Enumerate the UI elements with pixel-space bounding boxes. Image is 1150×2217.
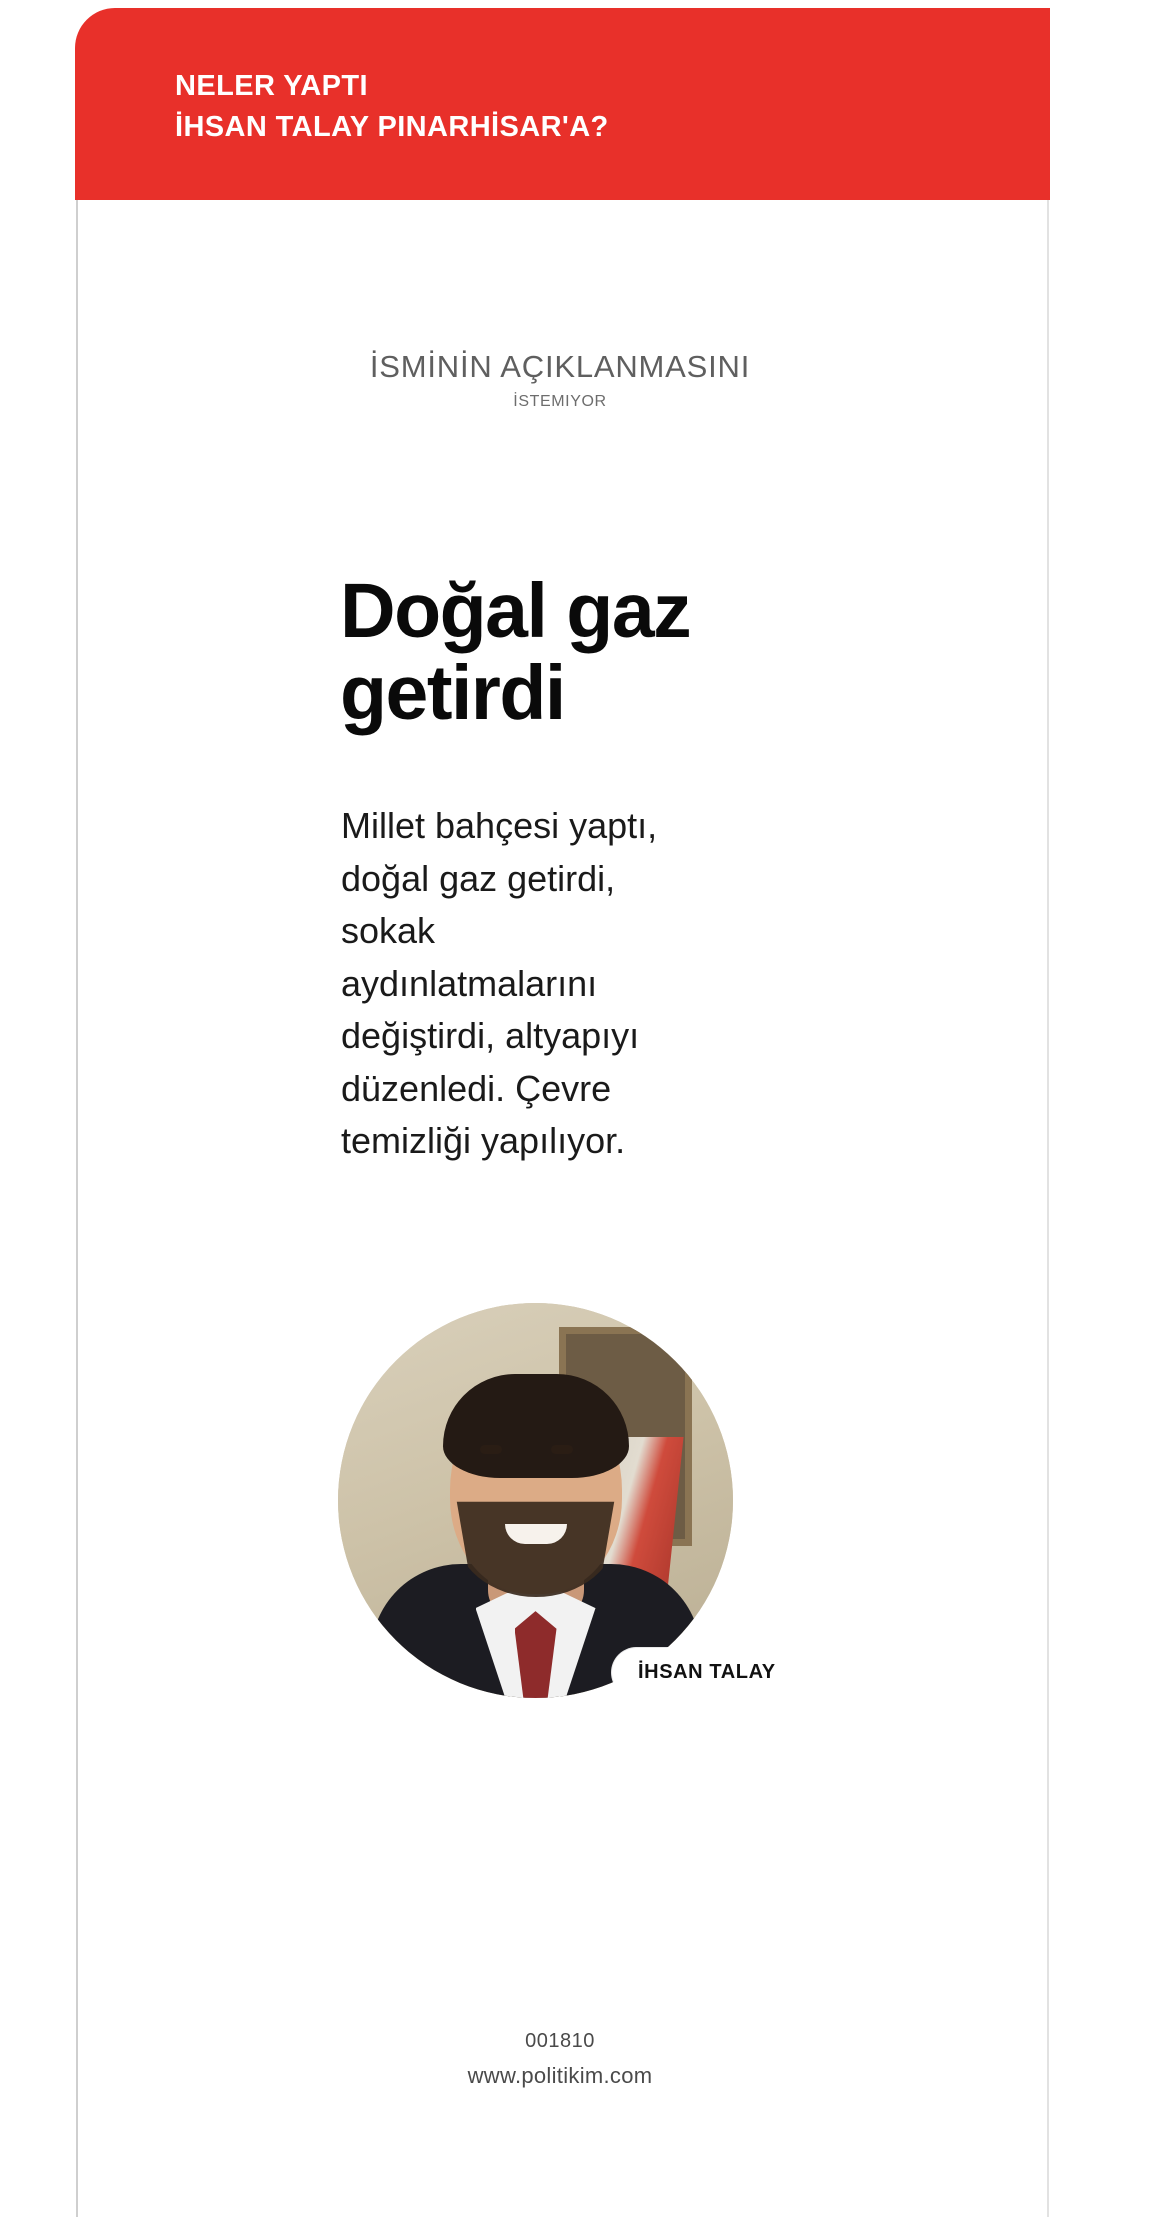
kicker-sub-text: İSTEMIYOR [513, 393, 607, 411]
eye-right-shape [551, 1445, 573, 1454]
body-paragraph: Millet bahçesi yaptı, doğal gaz getirdi, sokak aydınlatmalarını değiştirdi, altyapıyı düzenledi. Çevre temizliği yapılıyor. [341, 805, 658, 1162]
headline: Doğal gaz getirdi [340, 568, 691, 737]
footer [0, 2030, 1120, 2089]
footer-code: 001810 [525, 2030, 595, 2052]
right-divider [1047, 200, 1049, 2217]
kicker-block [0, 348, 1120, 411]
banner-title-line-1: NELER YAPTI [175, 70, 368, 102]
footer-url: www.politikim.com [467, 2063, 653, 2088]
portrait-caption: İHSAN TALAY [612, 1648, 802, 1697]
banner-title-line-2: İHSAN TALAY PINARHİSAR'A? [175, 111, 609, 144]
left-divider [76, 200, 78, 2217]
kicker-main-text: İSMİNİN AÇIKLANMASINI [369, 349, 751, 384]
header-banner [75, 8, 1050, 200]
banner-title [175, 66, 609, 148]
portrait-container [338, 1303, 733, 1698]
hair-shape [443, 1374, 629, 1478]
eye-left-shape [480, 1445, 502, 1454]
portrait-photo [338, 1303, 733, 1698]
